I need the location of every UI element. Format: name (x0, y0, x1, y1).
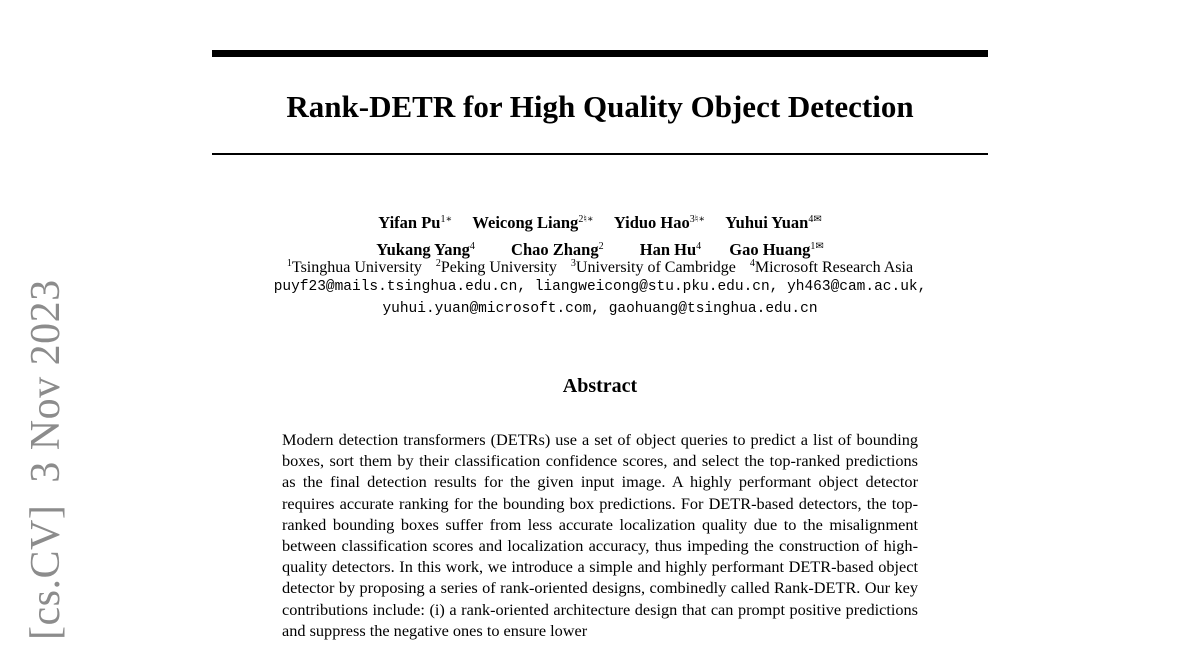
author: Yiduo Hao$^{3♮∗}$ (613, 213, 706, 232)
arxiv-category: [cs.CV] (23, 504, 69, 640)
affiliation: $^4$Microsoft Research Asia (749, 258, 914, 276)
author: Gao Huang$^{1✉}$ (729, 240, 824, 259)
author: Han Hu$^4$ (639, 240, 702, 259)
abstract-text: Modern detection transformers (DETRs) use a set of object queries to predict a list of bounding boxes, sort them by their classification confidence scores, and select the top-ranked predictions as the final detection results for the given input image. A highly performant object detector requires accurate ranking for the bounding box predictions. For DETR-based detectors, the top-ranked bounding boxes suffer from less accurate localization quality due to the misalignment between classification scores and localization accuracy, thus impeding the construction of high-quality detectors. In this work, we introduce a simple and highly performant DETR-based object detector by proposing a series of rank-oriented designs, combinedly called Rank-DETR. Our key contributions include: (i) a rank-oriented architecture design that can prompt positive predictions and suppress the negative ones to ensure lower (282, 430, 918, 640)
email-line-1: puyf23@mails.tsinghua.edu.cn, liangweicong@stu.pku.edu.cn, yh463@cam.ac.uk, (273, 279, 927, 295)
arxiv-stamp (22, 279, 70, 640)
email-block (150, 276, 1050, 320)
author-row-1 (150, 208, 1050, 235)
email-line-2: yuhui.yuan@microsoft.com, gaohuang@tsinghua.edu.cn (382, 301, 818, 317)
author: Chao Zhang$^2$ (511, 240, 604, 259)
author: Yifan $Pu^{1∗}$ (378, 213, 453, 232)
title-rule-top (212, 50, 988, 57)
affiliation: $^1$Tsinghua University (286, 258, 422, 276)
author: Yukang Yang$^4$ (376, 240, 475, 259)
affiliation: $^2$Peking University (435, 258, 557, 276)
abstract-heading: Abstract (562, 375, 638, 397)
affiliation: $^3$University of Cambridge (570, 258, 736, 276)
author: Yuhui Yuan$^{4✉}$ (725, 213, 822, 232)
arxiv-date: 3 Nov 2023 (23, 279, 69, 483)
title-rule-bottom (212, 153, 988, 155)
author: Weicong Liang$^{2♮∗}$ (472, 213, 594, 232)
paper-title: Rank-DETR for High Quality Object Detection (286, 89, 914, 124)
